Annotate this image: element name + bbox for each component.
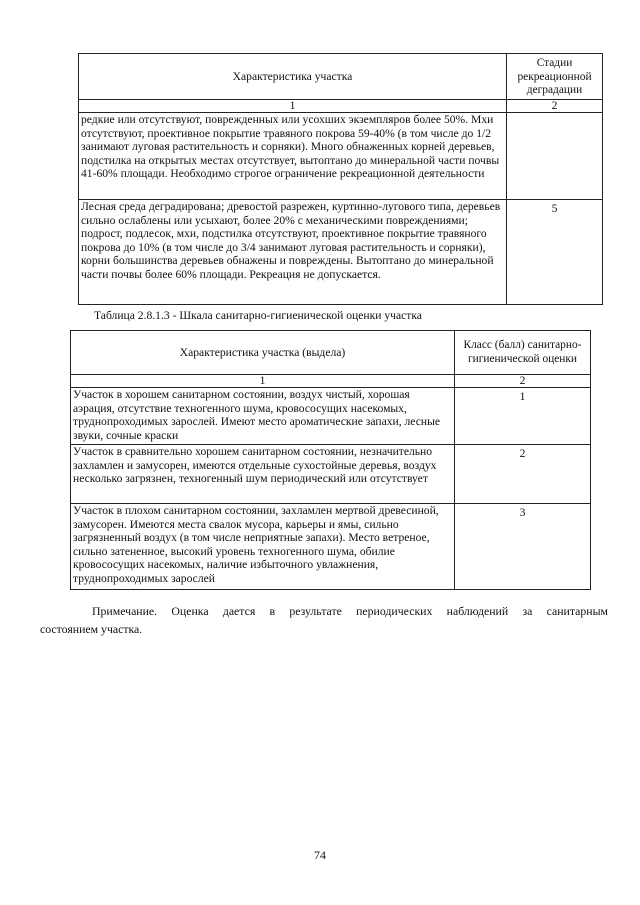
column-number-1: 1 <box>79 100 507 113</box>
note-line-2: состоянием участка. <box>40 622 143 636</box>
note-line-1: Примечание. Оценка дается в результате периодических наблюдений за санитарным <box>92 604 608 618</box>
row-characteristic: Участок в плохом санитарном состоянии, захламлен мертвой древесиной, замусорен. Имеются места свалок мусора, карьеры и ямы, сильно загрязненный воздух (в том числе неприятные запахи). Место ветреное, сильно затененное, высокий уровень техногенного шума, обилие кровососущих насекомых, наличие избыточного увлажнения, труднопроходимых зарослей <box>71 504 455 590</box>
header-characteristic: Характеристика участка <box>79 54 507 100</box>
row-class-value: 3 <box>455 504 591 590</box>
column-number-1: 1 <box>71 375 455 388</box>
header-class-score: Класс (балл) санитарно-гигиенической оценки <box>455 331 591 375</box>
row-class-value: 2 <box>455 445 591 504</box>
row-stage-value: 5 <box>507 200 603 305</box>
column-number-2: 2 <box>507 100 603 113</box>
row-stage-value <box>507 113 603 200</box>
column-number-2: 2 <box>455 375 591 388</box>
table-caption: Таблица 2.8.1.3 - Шкала санитарно-гигиенической оценки участка <box>94 309 422 322</box>
header-characteristic: Характеристика участка (выдела) <box>71 331 455 375</box>
recreational-degradation-table <box>78 53 603 305</box>
row-class-value: 1 <box>455 388 591 445</box>
sanitary-hygienic-scale-table <box>70 330 591 590</box>
row-characteristic: Лесная среда деградирована; древостой разрежен, куртинно-лугового типа, деревьев сильно ослаблены или усыхают, более 20% с механическими повреждениями; подрост, подлесок, мхи, подстилка отсутствуют, проективное покрытие травяного покрова до 10% (в том числе до 3/4 занимают луговая растительность и сорняки), корни большинства деревьев обнажены и повреждены. Вытоптано до минеральной части почвы более 60% площади. Рекреация не допускается. <box>79 200 507 305</box>
header-degradation-stage: Стадии рекреационной деградации <box>507 54 603 100</box>
page-number: 74 <box>314 848 326 862</box>
row-characteristic: редкие или отсутствуют, поврежденных или усохших экземпляров более 50%. Мхи отсутствуют, проективное покрытие травяного покрова 59-40% (в том числе до 1/2 занимают луговая растительность и сорняки). Много обнаженных корней деревьев, подстилка на открытых местах отсутствует, вытоптано до минеральной части почвы 41-60% площади. Необходимо строгое ограничение рекреационной деятельности <box>79 113 507 200</box>
row-characteristic: Участок в сравнительно хорошем санитарном состоянии, незначительно захламлен и замусорен, имеются отдельные сухостойные деревья, воздух несколько загрязнен, техногенный шум периодический или отсутствует <box>71 445 455 504</box>
row-characteristic: Участок в хорошем санитарном состоянии, воздух чистый, хорошая аэрация, отсутствие техногенного шума, кровососущих насекомых, труднопроходимых зарослей. Имеют место ароматические запахи, лесные звуки, сочные краски <box>71 388 455 445</box>
note <box>40 602 608 638</box>
